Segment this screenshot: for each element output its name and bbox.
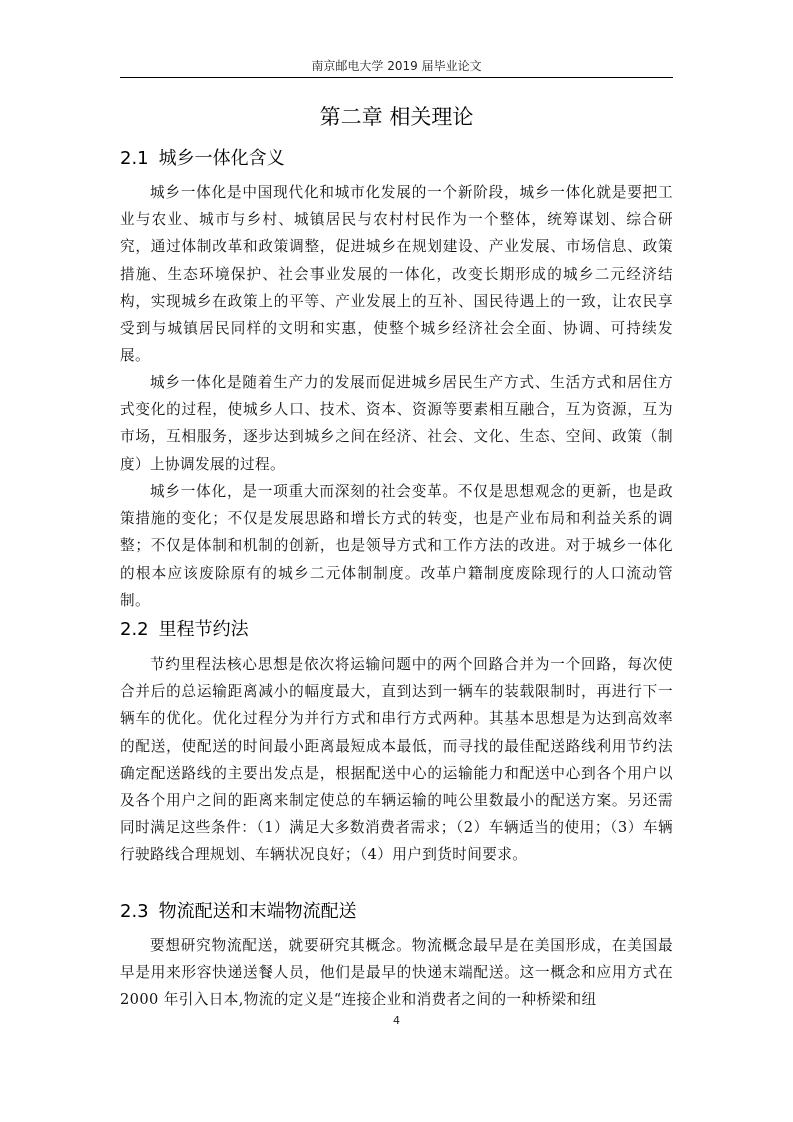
section-number: 2.1	[120, 148, 149, 169]
section-heading-2-1	[120, 146, 673, 172]
paragraph: 节约里程法核心思想是依次将运输问题中的两个回路合并为一个回路，每次使合并后的总运输距离减小的幅度最大，直到达到一辆车的装载限制时，再进行下一辆车的优化。优化过程分为并行方式和串行方式两种。其基本思想是为达到高效率的配送，使配送的时间最小距离最短成本最低，而寻找的最佳配送路线利用节约法确定配送路线的主要出发点是，根据配送中心的运输能力和配送中心到各个用户以及各个用户之间的距离来制定使总的车辆运输的吨公里数最小的配送方案。另还需同时满足这些条件：（1）满足大多数消费者需求；（2）车辆适当的使用；（3）车辆行驶路线合理规划、车辆状况良好；（4）用户到货时间要求。	[120, 656, 673, 864]
paragraph: 城乡一体化，是一项重大而深刻的社会变革。不仅是思想观念的更新，也是政策措施的变化；不仅是发展思路和增长方式的转变，也是产业布局和利益关系的调整；不仅是体制和机制的创新，也是领导方式和工作方法的改进。对于城乡一体化的根本应该废除原有的城乡二元体制制度。改革户籍制度废除现行的人口流动管制。	[120, 483, 673, 609]
header-divider	[120, 77, 673, 78]
chapter-title: 第二章 相关理论	[319, 105, 474, 129]
section-heading-2-2	[120, 617, 673, 643]
section-number: 2.2	[120, 619, 149, 640]
section-heading-2-3	[120, 899, 673, 925]
section-number: 2.3	[120, 901, 149, 922]
paragraph: 城乡一体化是随着生产力的发展而促进城乡居民生产方式、生活方式和居住方式变化的过程，使城乡人口、技术、资本、资源等要素相互融合，互为资源，互为市场，互相服务，逐步达到城乡之间在经济、社会、文化、生态、空间、政策（制度）上协调发展的过程。	[120, 374, 673, 473]
running-header: 南京邮电大学 2019 届毕业论文	[311, 59, 482, 73]
paragraph: 要想研究物流配送，就要研究其概念。物流概念最早是在美国形成，在美国最早是用来形容快递送餐人员，他们是最早的快递末端配送。这一概念和应用方式在 2000 年引入日本,物流的定义是“连接企业和消费者之间的一种桥梁和纽	[120, 937, 673, 1009]
section-title: 物流配送和末端物流配送	[158, 901, 357, 922]
section-title: 里程节约法	[158, 619, 249, 640]
page-number: 4	[393, 1014, 400, 1027]
paragraph: 城乡一体化是中国现代化和城市化发展的一个新阶段，城乡一体化就是要把工业与农业、城市与乡村、城镇居民与农村村民作为一个整体，统筹谋划、综合研究，通过体制改革和政策调整，促进城乡在规划建设、产业发展、市场信息、政策措施、生态环境保护、社会事业发展的一体化，改变长期形成的城乡二元经济结构，实现城乡在政策上的平等、产业发展上的互补、国民待遇上的一致，让农民享受到与城镇居民同样的文明和实惠，使整个城乡经济社会全面、协调、可持续发展。	[120, 184, 673, 365]
section-title: 城乡一体化含义	[158, 148, 285, 169]
